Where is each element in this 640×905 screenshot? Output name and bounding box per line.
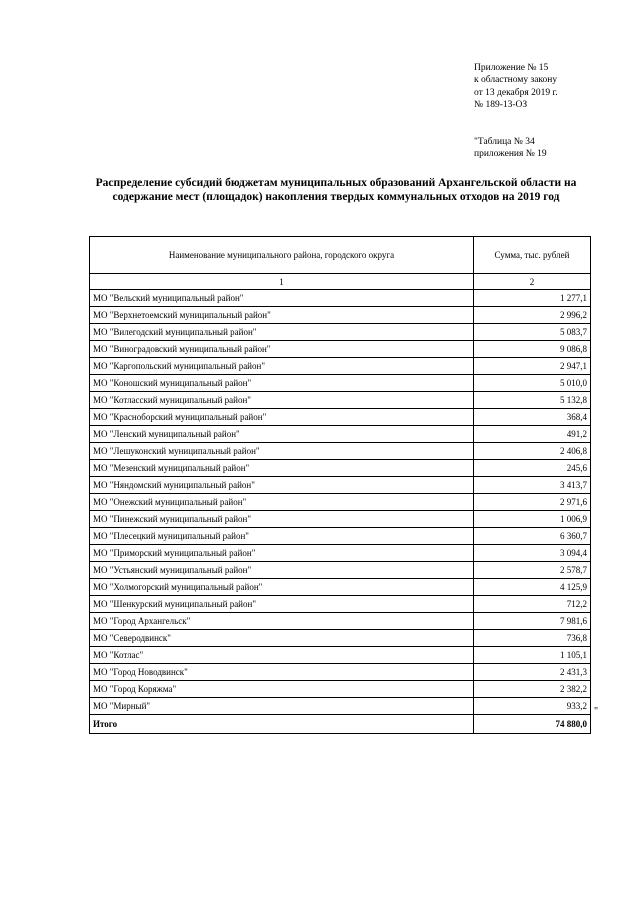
municipality-name: МО "Няндомский муниципальный район" xyxy=(90,477,474,494)
table-row xyxy=(90,630,591,647)
header-amount: Сумма, тыс. рублей xyxy=(473,237,590,274)
subsidy-amount: 368,4 xyxy=(473,409,590,426)
appendix-line: № 189-13-ОЗ xyxy=(474,99,528,110)
table-row xyxy=(90,681,591,698)
subsidy-amount: 4 125,9 xyxy=(473,579,590,596)
table-row xyxy=(90,698,591,715)
total-label: Итого xyxy=(90,715,474,734)
table-header-row xyxy=(90,237,591,274)
municipality-name: МО "Город Коряжма" xyxy=(90,681,474,698)
subsidy-amount: 2 382,2 xyxy=(473,681,590,698)
total-row xyxy=(90,715,591,734)
table-row xyxy=(90,613,591,630)
subsidy-amount: 6 360,7 xyxy=(473,528,590,545)
closing-quote: " xyxy=(594,706,599,717)
municipality-name: МО "Красноборский муниципальный район" xyxy=(90,409,474,426)
subsidy-amount: 491,2 xyxy=(473,426,590,443)
table-body xyxy=(90,290,591,734)
municipality-name: МО "Котлас" xyxy=(90,647,474,664)
table-row xyxy=(90,341,591,358)
municipality-name: МО "Верхнетоемский муниципальный район" xyxy=(90,307,474,324)
table-row xyxy=(90,443,591,460)
municipality-name: МО "Устьянский муниципальный район" xyxy=(90,562,474,579)
subsidy-amount: 2 996,2 xyxy=(473,307,590,324)
column-number: 1 xyxy=(90,274,474,290)
table-row xyxy=(90,358,591,375)
subsidy-amount: 2 578,7 xyxy=(473,562,590,579)
municipality-name: МО "Холмогорский муниципальный район" xyxy=(90,579,474,596)
municipality-name: МО "Северодвинск" xyxy=(90,630,474,647)
municipality-name: МО "Приморский муниципальный район" xyxy=(90,545,474,562)
appendix-line: Приложение № 15 xyxy=(474,63,549,73)
subsidy-amount: 1 277,1 xyxy=(473,290,590,307)
table-row xyxy=(90,307,591,324)
appendix-reference xyxy=(474,62,558,111)
municipality-name: МО "Ленский муниципальный район" xyxy=(90,426,474,443)
municipality-name: МО "Коношский муниципальный район" xyxy=(90,375,474,392)
table-row xyxy=(90,511,591,528)
table-ref-line: приложения № 19 xyxy=(474,149,547,160)
table-row xyxy=(90,528,591,545)
municipality-name: МО "Вельский муниципальный район" xyxy=(90,290,474,307)
subsidy-amount: 712,2 xyxy=(473,596,590,613)
subsidy-amount: 9 086,8 xyxy=(473,341,590,358)
municipality-name: МО "Мирный" xyxy=(90,698,474,715)
table-row xyxy=(90,477,591,494)
table-row xyxy=(90,562,591,579)
subsidy-amount: 2 406,8 xyxy=(473,443,590,460)
table-row xyxy=(90,596,591,613)
table-row xyxy=(90,324,591,341)
subsidy-amount: 245,6 xyxy=(473,460,590,477)
subsidy-amount: 2 947,1 xyxy=(473,358,590,375)
table-row xyxy=(90,409,591,426)
table-row xyxy=(90,579,591,596)
column-number-row xyxy=(90,274,591,290)
municipality-name: МО "Котласский муниципальный район" xyxy=(90,392,474,409)
subsidy-amount: 5 010,0 xyxy=(473,375,590,392)
municipality-name: МО "Мезенский муниципальный район" xyxy=(90,460,474,477)
municipality-name: МО "Город Новодвинск" xyxy=(90,664,474,681)
subsidy-table xyxy=(89,236,591,734)
subsidy-amount: 1 105,1 xyxy=(473,647,590,664)
document-title: Распределение субсидий бюджетам муниципальных образований Архангельской области на содержание мест (площадок) накопления твердых коммунальных отходов на 2019 год xyxy=(95,177,577,204)
header-name: Наименование муниципального района, городского округа xyxy=(90,237,474,274)
table-ref-line: "Таблица № 34 xyxy=(474,137,535,147)
table-row xyxy=(90,545,591,562)
subsidy-amount: 3 094,4 xyxy=(473,545,590,562)
subsidy-amount: 2 431,3 xyxy=(473,664,590,681)
subsidy-amount: 7 981,6 xyxy=(473,613,590,630)
appendix-line: от 13 декабря 2019 г. xyxy=(474,87,558,98)
table-row xyxy=(90,460,591,477)
appendix-line: к областному закону xyxy=(474,75,558,86)
total-amount: 74 880,0 xyxy=(473,715,590,734)
subsidy-amount: 3 413,7 xyxy=(473,477,590,494)
municipality-name: МО "Онежский муниципальный район" xyxy=(90,494,474,511)
subsidy-amount: 2 971,6 xyxy=(473,494,590,511)
subsidy-amount: 736,8 xyxy=(473,630,590,647)
table-row xyxy=(90,494,591,511)
municipality-name: МО "Плесецкий муниципальный район" xyxy=(90,528,474,545)
table-row xyxy=(90,426,591,443)
municipality-name: МО "Шенкурский муниципальный район" xyxy=(90,596,474,613)
subsidy-amount: 1 006,9 xyxy=(473,511,590,528)
table-reference xyxy=(474,136,547,161)
table-row xyxy=(90,392,591,409)
subsidy-amount: 5 132,8 xyxy=(473,392,590,409)
municipality-name: МО "Лешуконский муниципальный район" xyxy=(90,443,474,460)
municipality-name: МО "Пинежский муниципальный район" xyxy=(90,511,474,528)
subsidy-amount: 5 083,7 xyxy=(473,324,590,341)
column-number: 2 xyxy=(473,274,590,290)
municipality-name: МО "Виноградовский муниципальный район" xyxy=(90,341,474,358)
subsidy-amount: 933,2 xyxy=(473,698,590,715)
municipality-name: МО "Вилегодский муниципальный район" xyxy=(90,324,474,341)
table-row xyxy=(90,664,591,681)
municipality-name: МО "Каргопольский муниципальный район" xyxy=(90,358,474,375)
table-row xyxy=(90,647,591,664)
municipality-name: МО "Город Архангельск" xyxy=(90,613,474,630)
table-row xyxy=(90,290,591,307)
table-row xyxy=(90,375,591,392)
